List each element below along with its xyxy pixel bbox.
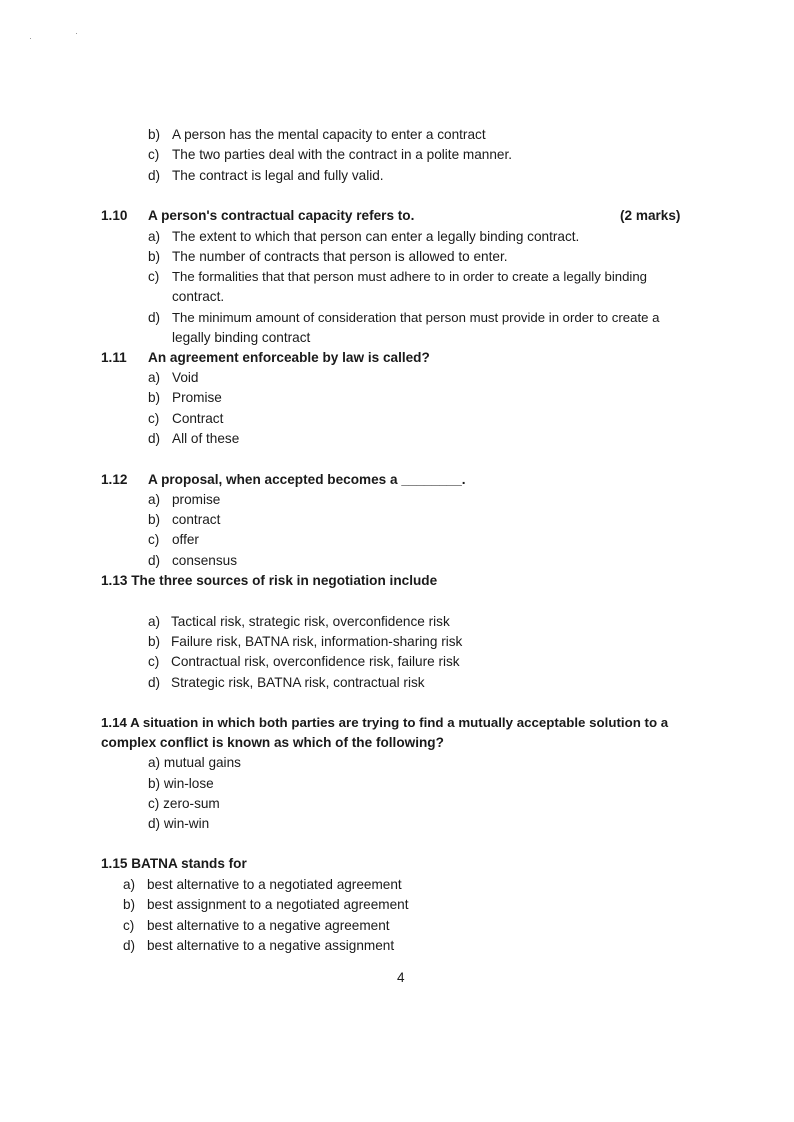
option-letter: b) (148, 512, 161, 527)
question-text: An agreement enforceable by law is called? (148, 350, 430, 365)
page-number: 4 (397, 970, 405, 985)
option-letter: b) (148, 390, 161, 405)
question-number: 1.11 (101, 350, 127, 365)
option-letter: a) (148, 370, 161, 385)
option: c) zero-sum (148, 796, 220, 811)
option-letter: c) (148, 147, 160, 162)
question-number: 1.12 (101, 472, 128, 487)
option-letter: b) (123, 897, 136, 912)
option-text-continued: contract. (172, 289, 225, 304)
option-text: A person has the mental capacity to enter a contract (172, 127, 486, 142)
option: a) mutual gains (148, 755, 241, 770)
question-text: A proposal, when accepted becomes a ________. (148, 472, 466, 487)
option-letter: d) (148, 431, 161, 446)
option: b) win-lose (148, 776, 214, 791)
option-text: The formalities that that person must adhere to in order to create a legally binding (172, 269, 648, 284)
option-letter: b) (148, 249, 161, 264)
option-text: contract (172, 512, 221, 527)
option-letter: a) (148, 229, 161, 244)
option-text: The minimum amount of consideration that person must provide in order to create a (172, 310, 660, 325)
option-letter: d) (148, 310, 161, 325)
option-letter: b) (148, 127, 161, 142)
option-text: offer (172, 532, 199, 547)
question-text-continued: complex conflict is known as which of the following? (101, 735, 444, 750)
option: d) win-win (148, 816, 210, 831)
option-text: promise (172, 492, 221, 507)
option-text: The number of contracts that person is allowed to enter. (172, 249, 508, 264)
option-letter: d) (148, 553, 161, 568)
option-letter: d) (148, 168, 161, 183)
option-text: best alternative to a negotiated agreement (147, 877, 402, 892)
question-text: 1.13 The three sources of risk in negotiation include (101, 573, 438, 588)
option-letter: c) (148, 532, 160, 547)
option-text: The contract is legal and fully valid. (172, 168, 384, 183)
option-text: Strategic risk, BATNA risk, contractual risk (171, 675, 425, 690)
option-letter: a) (148, 614, 161, 629)
question-text: 1.14 A situation in which both parties are trying to find a mutually acceptable solution to a (101, 715, 669, 730)
option-text: Void (172, 370, 199, 385)
option-text: The two parties deal with the contract in a polite manner. (172, 147, 513, 162)
option-letter: a) (148, 492, 161, 507)
scan-speck (76, 33, 77, 34)
option-text: best assignment to a negotiated agreement (147, 897, 409, 912)
option-letter: a) (123, 877, 136, 892)
marks-label: (2 marks) (620, 208, 681, 223)
option-text: Contract (172, 411, 224, 426)
option-text: All of these (172, 431, 240, 446)
option-text: The extent to which that person can enter a legally binding contract. (172, 229, 580, 244)
scan-speck (30, 38, 31, 39)
option-text-continued: legally binding contract (172, 330, 311, 345)
option-letter: b) (148, 634, 161, 649)
option-letter: d) (148, 675, 161, 690)
option-text: Promise (172, 390, 222, 405)
option-text: Tactical risk, strategic risk, overconfidence risk (171, 614, 450, 629)
option-text: Contractual risk, overconfidence risk, failure risk (171, 654, 460, 669)
question-text: 1.15 BATNA stands for (101, 856, 247, 871)
option-text: consensus (172, 553, 237, 568)
option-letter: c) (148, 269, 160, 284)
option-letter: c) (123, 918, 135, 933)
option-text: best alternative to a negative assignment (147, 938, 395, 953)
question-number: 1.10 (101, 208, 128, 223)
option-text: Failure risk, BATNA risk, information-sharing risk (171, 634, 463, 649)
question-text: A person's contractual capacity refers to. (148, 208, 415, 223)
option-letter: c) (148, 654, 160, 669)
option-letter: c) (148, 411, 160, 426)
option-letter: d) (123, 938, 136, 953)
option-text: best alternative to a negative agreement (147, 918, 390, 933)
